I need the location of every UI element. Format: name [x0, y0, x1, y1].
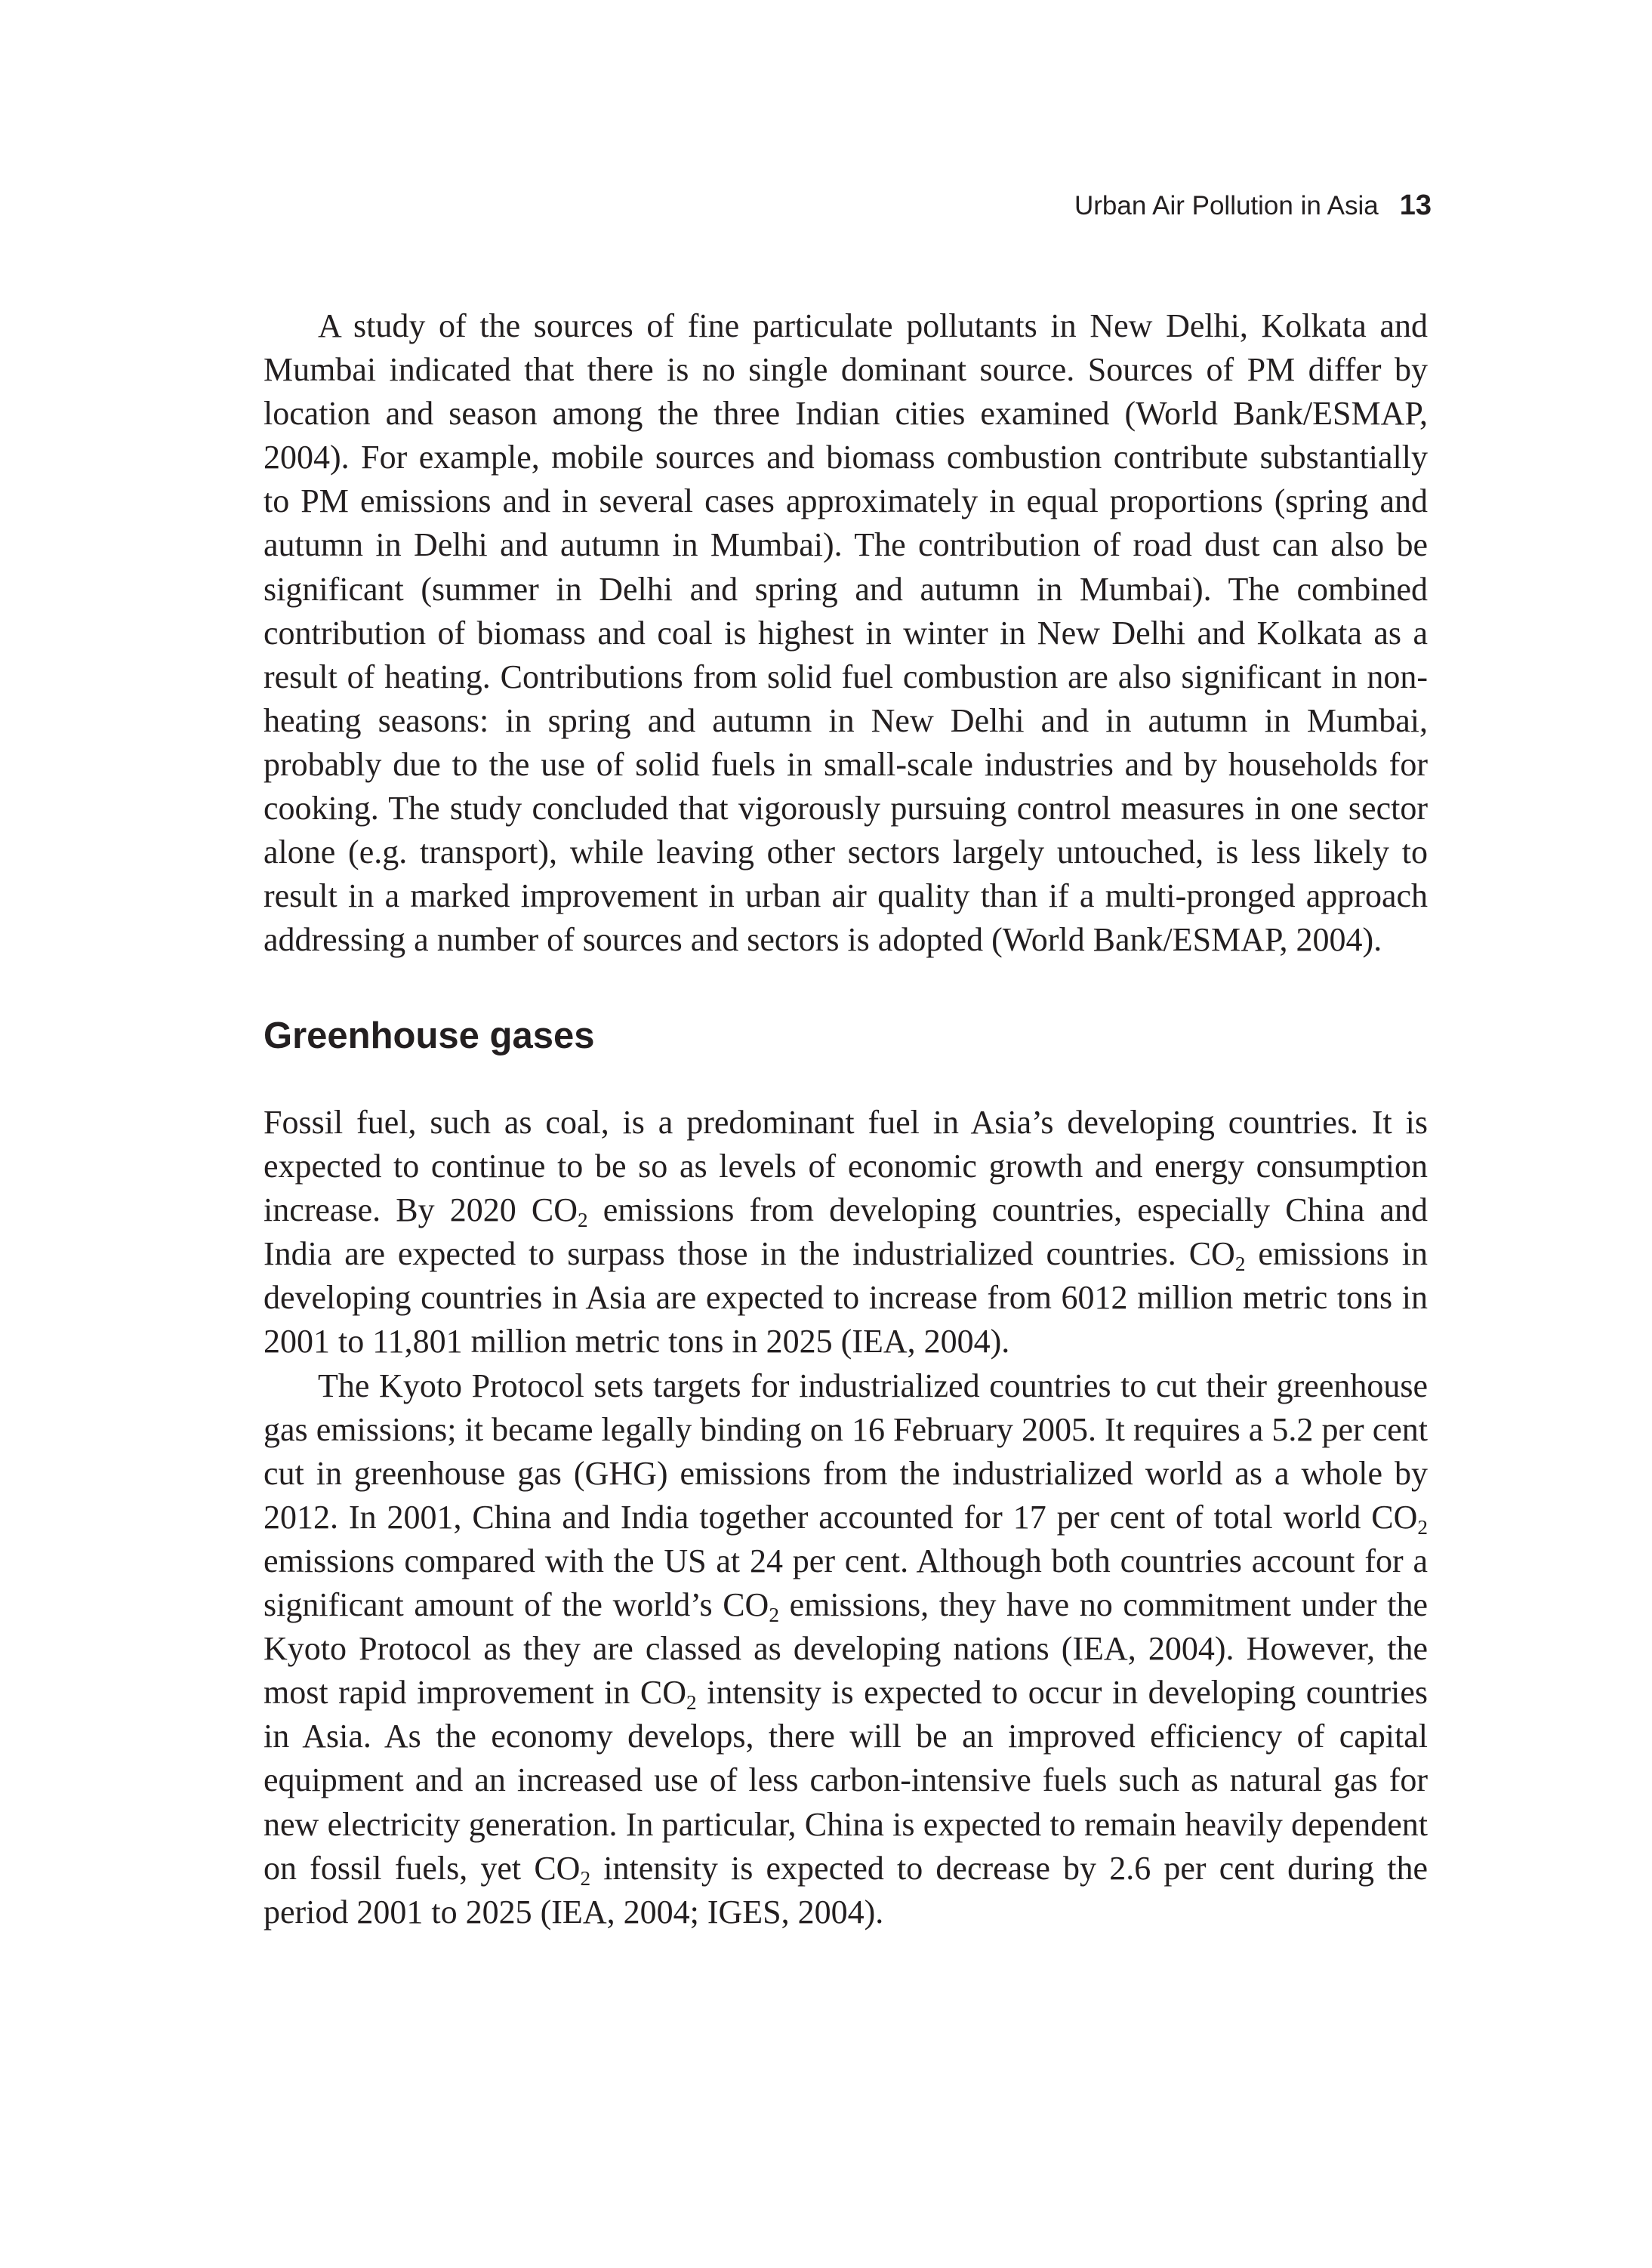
running-head — [1074, 187, 1432, 224]
chemical-formula-co2: $CO_2$ — [1188, 1235, 1246, 1276]
text-run: intensity is expected to occur in developing countries in Asia. As the economy develops, there will be an improved efficiency of capital equipment and an increased use of less carbon-intensive fuels such as natural gas for new electricity generation. In particular, China is expected to remain heavily dependent on fossil fuels, yet — [264, 1674, 1428, 1887]
text-run: emissions, they have no commitment under the Kyoto Protocol as they are classed as developing nations (IEA, 2004). However, the most rapid improvement in — [264, 1586, 1428, 1712]
chemical-formula-co2: $CO_2$ — [723, 1586, 779, 1627]
running-head-title: Urban Air Pollution in Asia — [1074, 191, 1379, 220]
body-text-block-1 — [264, 304, 1428, 962]
text-run: emissions from developing countries, especially China and India are expected to surpass those in the industrialized countries. — [264, 1191, 1429, 1273]
chemical-formula-co2: $CO_2$ — [534, 1849, 591, 1890]
text-run: emissions in developing countries in Asia are expected to increase from 6012 million metric tons in 2001 to 11,801 million metric tons in 2025 (IEA, 2004). — [264, 1235, 1429, 1360]
text-run: The Kyoto Protocol sets targets for industrialized countries to cut their greenhouse gas emissions; it became legally binding on 16 February 2005. It requires a 5.2 per cent cut in greenhouse gas (GHG) emissions from the industrialized world as a whole by 2012. In 2001, China and India together accounted for 17 per cent of total world — [264, 1367, 1428, 1536]
page-number: 13 — [1399, 190, 1432, 221]
paragraph-pm-sources: A study of the sources of fine particulate pollutants in New Delhi, Kolkata and Mumbai indicated that there is no single dominant source. Sources of PM differ by location and season among the three Indian cities examined (World Bank/ESMAP, 2004). For example, mobile sources and biomass combustion contribute substantially to PM emissions and in several cases approximately in equal proportions (spring and autumn in Delhi and autumn in Mumbai). The contribution of road dust can also be significant (summer in Delhi and spring and autumn in Mumbai). The combined contribution of biomass and coal is highest in winter in New Delhi and Kolkata as a result of heating. Contributions from solid fuel combustion are also significant in non-heating seasons: in spring and autumn in New Delhi and in autumn in Mumbai, probably due to the use of solid fuels in small-scale industries and by households for cooking. The study concluded that vigorously pursuing control measures in one sector alone (e.g. transport), while leaving other sectors largely untouched, is less likely to result in a marked improvement in urban air quality than if a multi-pronged approach addressing a number of sources and sectors is adopted (World Bank/ESMAP, 2004). — [264, 307, 1428, 959]
body-text-block-2 — [264, 1101, 1428, 1934]
text-run: intensity is expected to decrease by 2.6 per cent during the period 2001 to 2025 (IEA, 2004; IGES, 2004). — [264, 1849, 1428, 1931]
section-heading: Greenhouse gases — [264, 1015, 595, 1056]
paragraph-kyoto-protocol — [264, 1364, 1428, 1934]
chemical-formula-co2: $CO_2$ — [1371, 1498, 1428, 1539]
chemical-formula-co2: $CO_2$ — [531, 1191, 588, 1232]
text-run: emissions compared with the US at 24 per cent. Although both countries account for a significant amount of the world’s — [264, 1542, 1428, 1624]
chemical-formula-co2: $CO_2$ — [640, 1674, 697, 1715]
paragraph-fossil-fuel — [264, 1101, 1428, 1364]
text-run: Fossil fuel, such as coal, is a predominant fuel in Asia’s developing countries. It is expected to continue to be so as levels of economic growth and energy consumption increase. By 2020 — [264, 1104, 1428, 1229]
